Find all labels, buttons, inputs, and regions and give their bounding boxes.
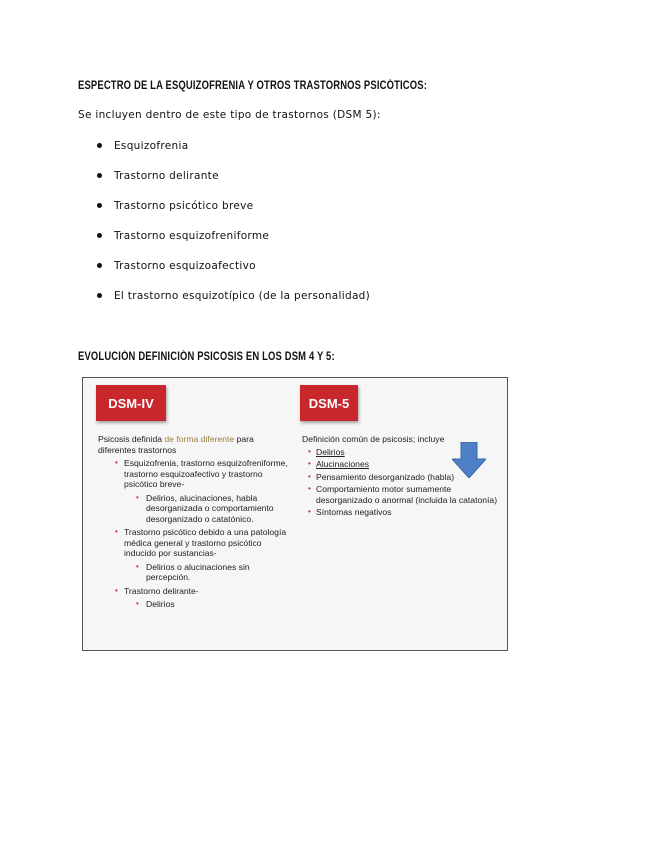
dsm5-intro: Definición común de psicosis; incluye bbox=[302, 434, 445, 444]
bullet-icon bbox=[97, 293, 102, 298]
list-item: Trastorno esquizofreniforme bbox=[97, 230, 269, 246]
list-item: • Comportamiento motor sumamente desorganizado o anormal (incluida la catatonía) bbox=[302, 484, 507, 505]
dsm5-title-box: DSM-5 bbox=[300, 385, 358, 421]
dsm4-column bbox=[98, 434, 293, 610]
list-item: • Trastorno delirante- bbox=[98, 586, 293, 597]
bullet-icon bbox=[97, 143, 102, 148]
list-item: El trastorno esquizotípico (de la personalidad) bbox=[97, 290, 370, 306]
bullet-icon bbox=[97, 263, 102, 268]
down-arrow-icon bbox=[452, 442, 486, 478]
dsm4-intro: Psicosis definida de forma diferente para diferentes trastornos bbox=[98, 434, 254, 455]
bullet-icon bbox=[97, 203, 102, 208]
list-item: Trastorno esquizoafectivo bbox=[97, 260, 256, 276]
dsm4-list bbox=[98, 458, 293, 610]
intro-text: Se incluyen dentro de este tipo de trastornos (DSM 5): bbox=[78, 109, 381, 121]
dsm4-title-box: DSM-IV bbox=[96, 385, 166, 421]
dsm-comparison-image bbox=[82, 377, 508, 651]
list-item: • Síntomas negativos bbox=[302, 507, 507, 518]
list-subitem: • Delirios o alucinaciones sin percepción. bbox=[98, 562, 293, 583]
section-heading-evolution: EVOLUCIÓN DEFINICIÓN PSICOSIS EN LOS DSM 4 Y 5: bbox=[78, 351, 335, 363]
list-item: Trastorno delirante bbox=[97, 170, 219, 186]
bullet-icon bbox=[97, 233, 102, 238]
list-subitem: • Delirios bbox=[98, 599, 293, 610]
list-item: • Pensamiento desorganizado (habla) bbox=[302, 472, 507, 483]
list-item: • Delirios bbox=[302, 447, 507, 458]
list-subitem: • Delirios, alucinaciones, habla desorganizada o comportamiento desorganizado o catatónico. bbox=[98, 493, 293, 525]
list-item: • Alucinaciones bbox=[302, 459, 507, 470]
bullet-icon bbox=[97, 173, 102, 178]
list-item: Trastorno psicótico breve bbox=[97, 200, 253, 216]
list-item: Esquizofrenia bbox=[97, 140, 188, 156]
section-heading-spectrum: ESPECTRO DE LA ESQUIZOFRENIA Y OTROS TRASTORNOS PSICÓTICOS: bbox=[78, 80, 428, 92]
list-item: • Esquizofrenia, trastorno esquizofreniforme, trastorno esquizoafectivo y trastorno psicótico breve- bbox=[98, 458, 293, 490]
list-item: • Trastorno psicótico debido a una patología médica general y trastorno psicótico inducido por sustancias- bbox=[98, 527, 293, 559]
